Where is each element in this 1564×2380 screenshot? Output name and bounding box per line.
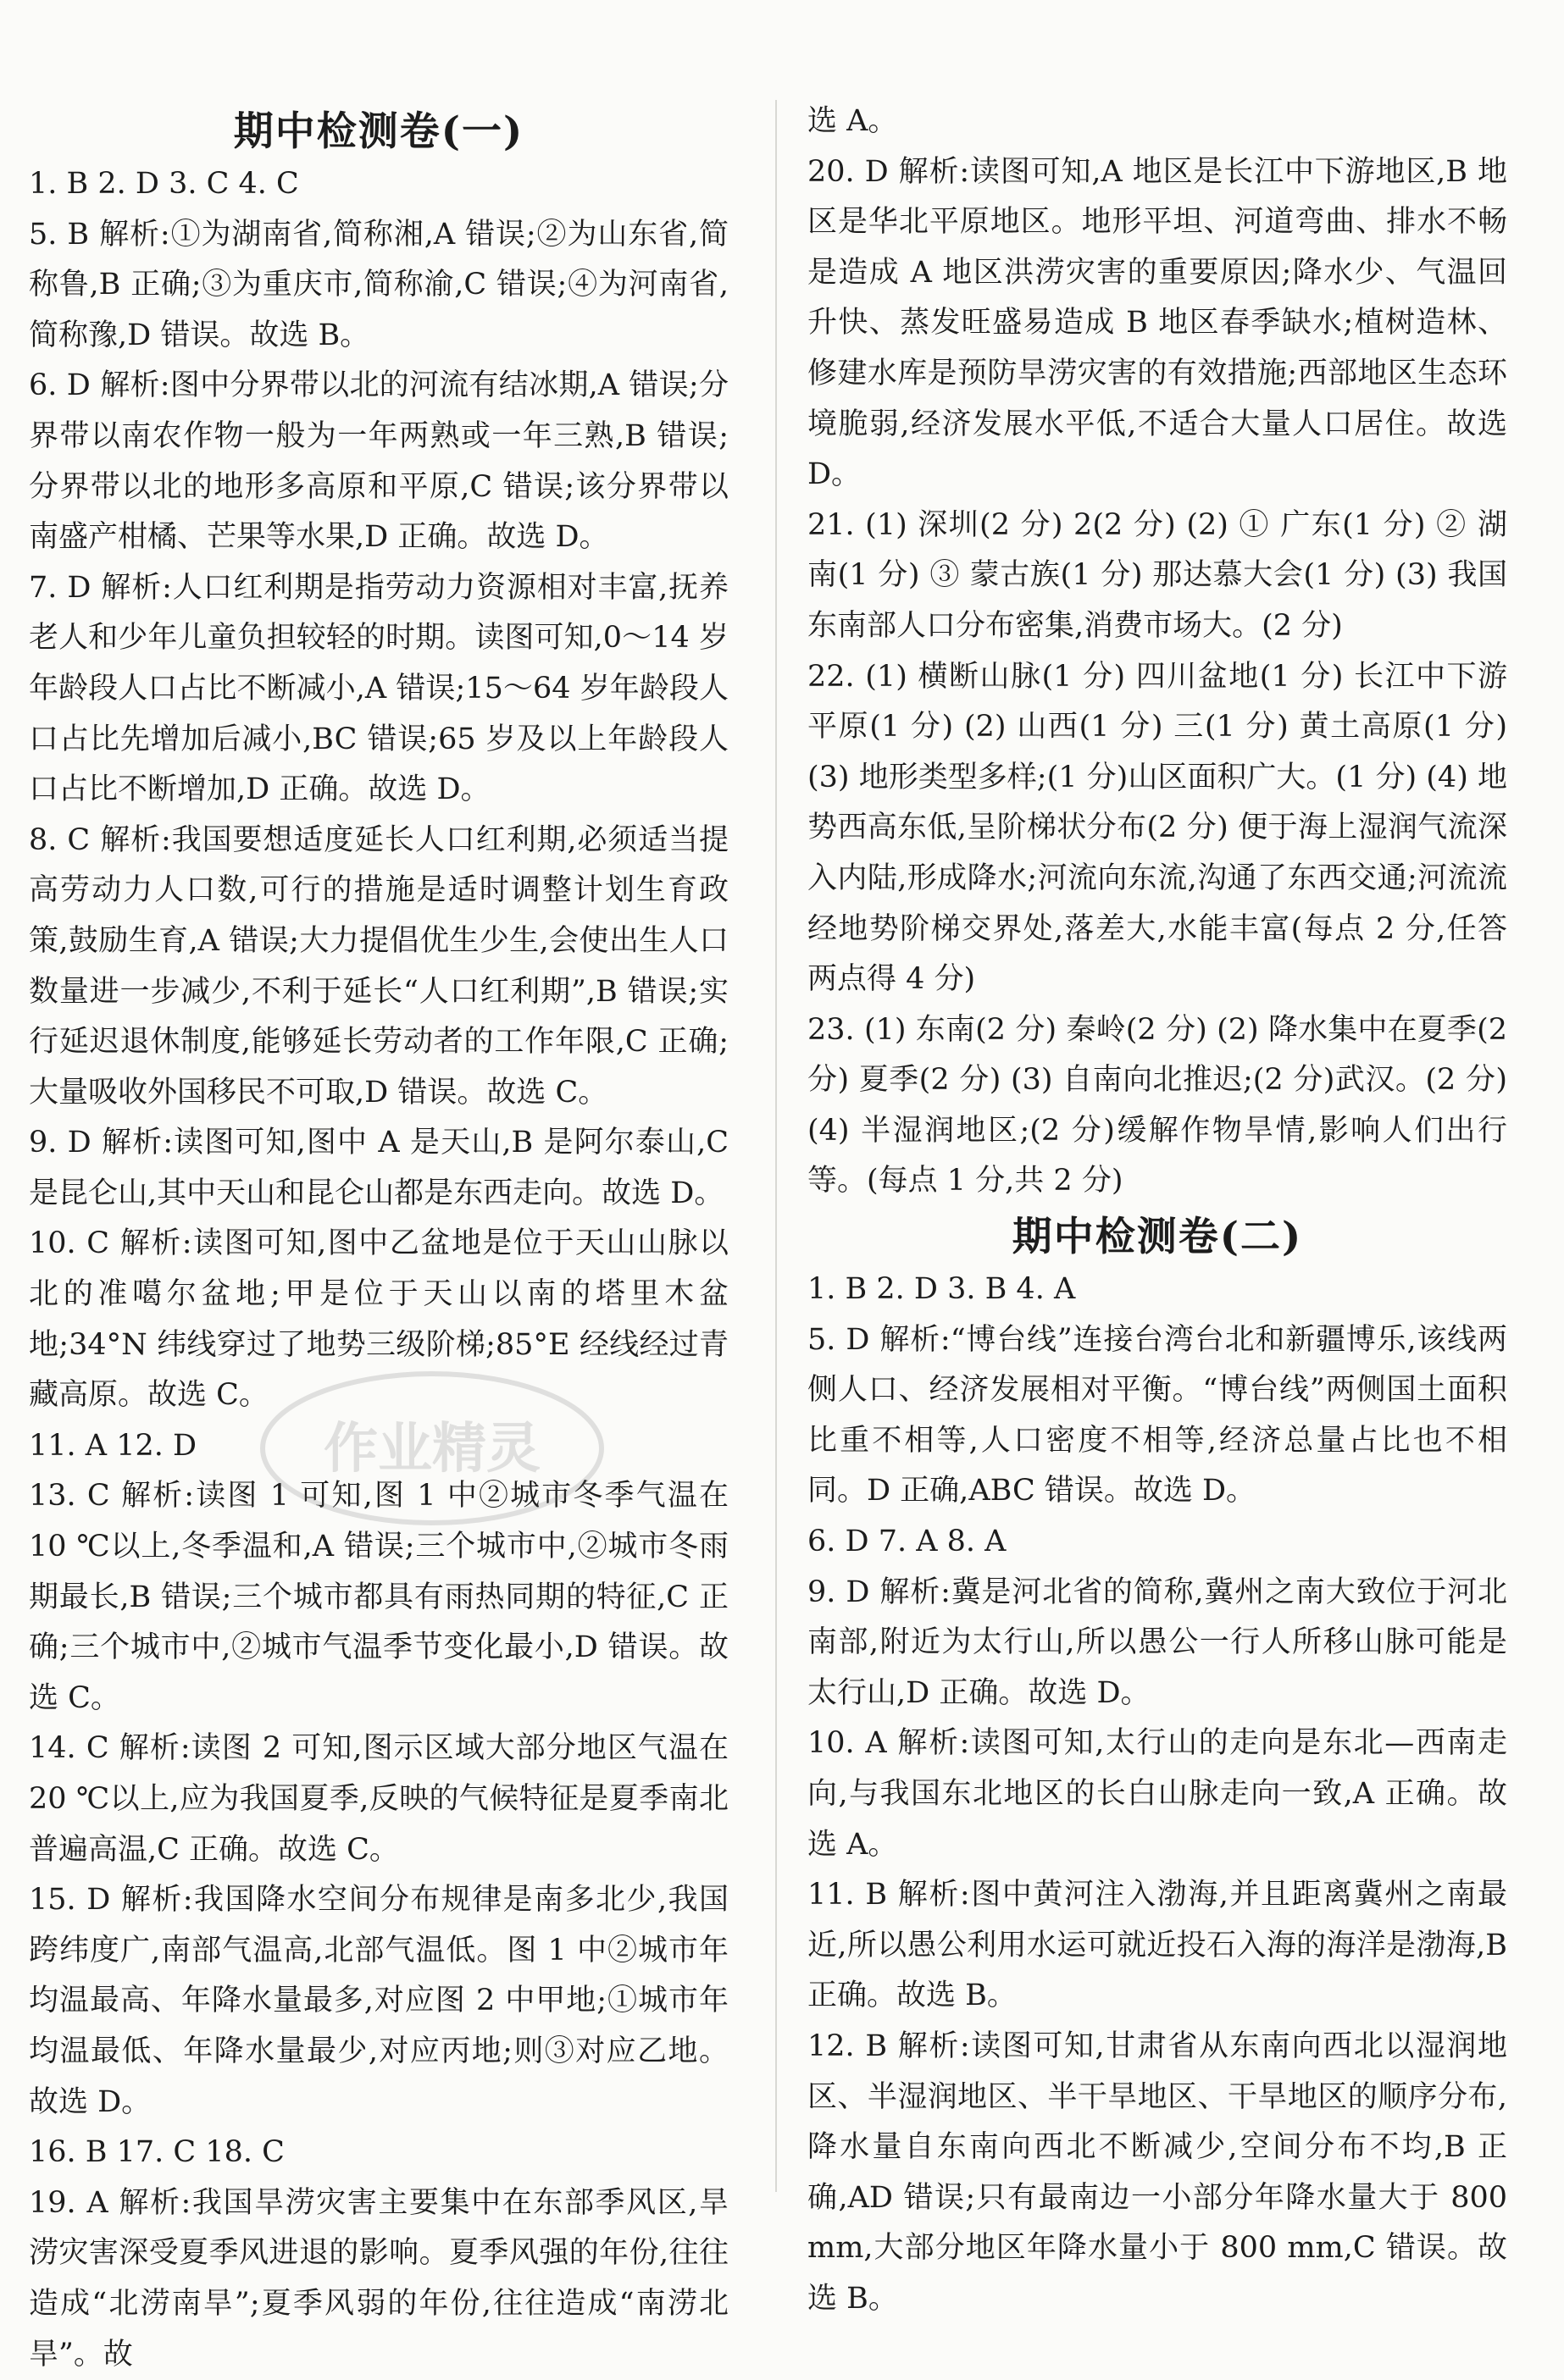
section-title-midterm-2: 期中检测卷(二) bbox=[1012, 1214, 1303, 1261]
answer-item: 14. C 解析:读图 2 可知,图示区域大部分地区气温在 20 ℃以上,应为我国夏季,反映的气候特征是夏季南北普遍高温,C 正确。故选 C。 bbox=[29, 1731, 729, 1867]
answer-item: 6. D 7. A 8. A bbox=[807, 1525, 1007, 1559]
answer-item: 1. B 2. D 3. C 4. C bbox=[29, 167, 299, 201]
answer-item: 12. B 解析:读图可知,甘肃省从东南向西北以湿润地区、半湿润地区、半干旱地区、干旱地区的顺序分布,降水量自东南向西北不断减少,空间分布不均,B 正确,AD 错误;只有最南边一小部分年降水量大于 800 mm,大部分地区年降水量小于 800 mm,C 错误。故选 B。 bbox=[807, 2029, 1507, 2316]
answer-item: 11. B 解析:图中黄河注入渤海,并且距离冀州之南最近,所以愚公利用水运可就近投石入海的海洋是渤海,B 正确。故选 B。 bbox=[807, 1878, 1507, 2013]
answer-item: 5. B 解析:①为湖南省,简称湘,A 错误;②为山东省,简称鲁,B 正确;③为重庆市,简称渝,C 错误;④为河南省,简称豫,D 错误。故选 B。 bbox=[29, 217, 729, 352]
answer-item: 8. C 解析:我国要想适度延长人口红利期,必须适当提高劳动力人口数,可行的措施是适时调整计划生育政策,鼓励生育,A 错误;大力提倡优生少生,会使出生人口数量进一步减少,不利于延长“人口红利期”,B 错误;实行延迟退休制度,能够延长劳动者的工作年限,C 正确;大量吸收外国移民不可取,D 错误。故选 C。 bbox=[29, 822, 729, 1110]
answer-item: 10. A 解析:读图可知,太行山的走向是东北—西南走向,与我国东北地区的长白山脉走向一致,A 正确。故选 A。 bbox=[807, 1726, 1507, 1862]
answer-item: 10. C 解析:读图可知,图中乙盆地是位于天山山脉以北的准噶尔盆地;甲是位于天山以南的塔里木盆地;34°N 纬线穿过了地势三级阶梯;85°E 经线经过青藏高原。故选 C。 bbox=[29, 1226, 729, 1413]
answer-item: 6. D 解析:图中分界带以北的河流有结冰期,A 错误;分界带以南农作物一般为一年两熟或一年三熟,B 错误;分界带以北的地形多高原和平原,C 错误;该分界带以南盛产柑橘、芒果等水果,D 正确。故选 D。 bbox=[29, 368, 729, 555]
left-answer-list bbox=[29, 159, 729, 2380]
right-answer-list-bottom bbox=[807, 1265, 1507, 2324]
answer-item: 11. A 12. D bbox=[29, 1428, 197, 1463]
answer-item: 13. C 解析:读图 1 可知,图 1 中②城市冬季气温在 10 ℃以上,冬季温和,A 错误;三个城市中,②城市冬雨期最长,B 错误;三个城市都具有雨热同期的特征,C 正确;三个城市中,②城市气温季节变化最小,D 错误。故选 C。 bbox=[29, 1479, 729, 1715]
answer-item: 19. A 解析:我国旱涝灾害主要集中在东部季风区,旱涝灾害深受夏季风进退的影响。夏季风强的年份,往往造成“北涝南旱”;夏季风弱的年份,往往造成“南涝北旱”。故 bbox=[29, 2185, 729, 2372]
answer-item: 16. B 17. C 18. C bbox=[29, 2135, 285, 2170]
answer-item: 7. D 解析:人口红利期是指劳动力资源相对丰富,抚养老人和少年儿童负担较轻的时期。读图可知,0～14 岁年龄段人口占比不断减小,A 错误;15～64 岁年龄段人口占比先增加后减小,BC 错误;65 岁及以上年龄段人口占比不断增加,D 正确。故选 D。 bbox=[29, 570, 729, 807]
answer-item: 21. (1) 深圳(2 分) 2(2 分) (2) ① 广东(1 分) ② 湖南(1 分) ③ 蒙古族(1 分) 那达慕大会(1 分) (3) 我国东南部人口分布密集,消费市场大。(2 分) bbox=[807, 507, 1507, 643]
right-column bbox=[807, 97, 1507, 2325]
watermark-text: 作业精灵 bbox=[324, 1418, 541, 1481]
answer-item: 1. B 2. D 3. B 4. A bbox=[807, 1272, 1076, 1307]
answer-item: 23. (1) 东南(2 分) 秦岭(2 分) (2) 降水集中在夏季(2 分) 夏季(2 分) (3) 自南向北推迟;(2 分)武汉。(2 分) (4) 半湿润地区;(2 分)缓解作物旱情,影响人们出行等。(每点 1 分,共 2 分) bbox=[807, 1012, 1507, 1198]
answer-item: 9. D 解析:读图可知,图中 A 是天山,B 是阿尔泰山,C 是昆仑山,其中天山和昆仑山都是东西走向。故选 D。 bbox=[29, 1126, 729, 1210]
section-title-midterm-1: 期中检测卷(一) bbox=[233, 108, 524, 155]
answer-item: 22. (1) 横断山脉(1 分) 四川盆地(1 分) 长江中下游平原(1 分) (2) 山西(1 分) 三(1 分) 黄土高原(1 分) (3) 地形类型多样;(1 分)山区面积广大。(1 分) (4) 地势西高东低,呈阶梯状分布(2 分) 便于海上湿润气流深入内陆,形成降水;河流向东流,沟通了东西交通;河流流经地势阶梯交界处,落差大,水能丰富(每点 2 分,任答两点得 4 分) bbox=[807, 659, 1507, 997]
column-divider bbox=[775, 100, 777, 2192]
answer-item: 20. D 解析:读图可知,A 地区是长江中下游地区,B 地区是华北平原地区。地形平坦、河道弯曲、排水不畅是造成 A 地区洪涝灾害的重要原因;降水少、气温回升快、蒸发旺盛易造成 B 地区春季缺水;植树造林、修建水库是预防旱涝灾害的有效措施;西部地区生态环境脆弱,经济发展水平低,不适合大量人口居住。故选 D。 bbox=[807, 154, 1507, 492]
answer-item: 9. D 解析:冀是河北省的简称,冀州之南大致位于河北南部,附近为太行山,所以愚公一行人所移山脉可能是太行山,D 正确。故选 D。 bbox=[807, 1575, 1507, 1710]
answer-item: 选 A。 bbox=[807, 104, 898, 138]
left-column bbox=[29, 100, 729, 2380]
answer-item: 15. D 解析:我国降水空间分布规律是南多北少,我国跨纬度广,南部气温高,北部气温低。图 1 中②城市年均温最高、年降水量最多,对应图 2 中甲地;①城市年均温最低、年降水量最少,对应丙地;则③对应乙地。故选 D。 bbox=[29, 1883, 729, 2119]
answer-item: 5. D 解析:“博台线”连接台湾台北和新疆博乐,该线两侧人口、经济发展相对平衡。“博台线”两侧国土面积比重不相等,人口密度不相等,经济总量占比也不相同。D 正确,ABC 错误。故选 D。 bbox=[807, 1322, 1507, 1508]
right-answer-list-top bbox=[807, 97, 1507, 1207]
